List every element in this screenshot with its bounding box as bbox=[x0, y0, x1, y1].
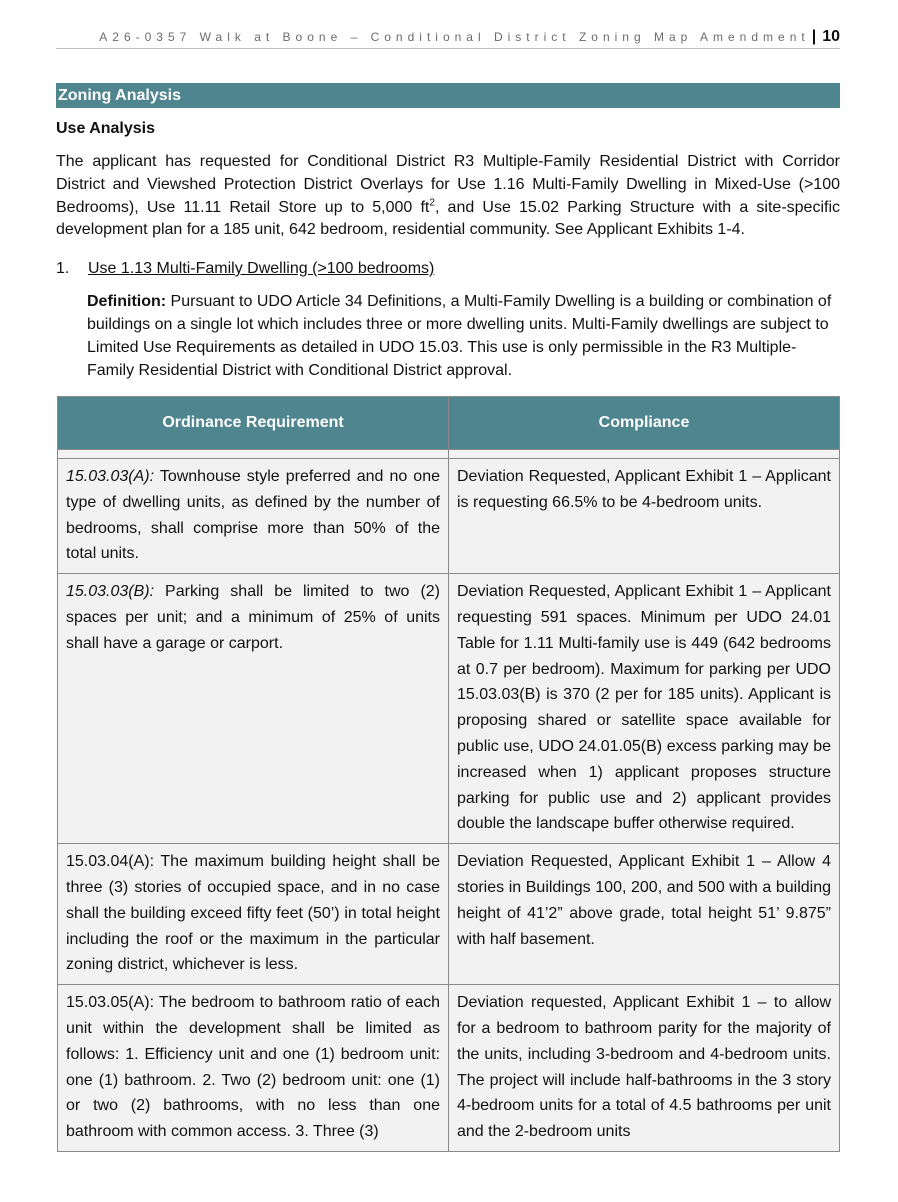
ordinance-ref: 15.03.03(B): bbox=[66, 583, 155, 601]
header-ordinance-requirement: Ordinance Requirement bbox=[58, 397, 449, 450]
compliance-cell: Deviation Requested, Applicant Exhibit 1 – Applicant requesting 591 spaces. Minimum per UDO 24.01 Table for 1.11 Multi-family use is 449 (642 bedrooms at 0.7 per bedroom). Maximum for parking per UDO 15.03.03(B) is 370 (2 per for 185 units). Applicant is proposing shared or satellite space available for public use, UDO 24.01.05(B) excess parking may be increased when 1) applicant proposes structure parking for public use and 2) applicant provides double the landscape buffer otherwise required. bbox=[449, 574, 840, 844]
definition-label: Definition: bbox=[87, 293, 167, 310]
spacer-cell bbox=[58, 450, 449, 459]
section-title: Zoning Analysis bbox=[58, 86, 181, 104]
requirement-cell bbox=[58, 574, 449, 844]
requirement-cell: 15.03.05(A): The bedroom to bathroom ratio of each unit within the development shall be limited as follows: 1. Efficiency unit and one (1) bedroom unit: one (1) bathroom. 2. Two (2) bedroom unit: one (1) or two (2) bathrooms, with no less than one bathroom with common access. 3. Three (3) bbox=[58, 985, 449, 1152]
definition-paragraph bbox=[87, 290, 832, 382]
compliance-cell: Deviation Requested, Applicant Exhibit 1 – Applicant is requesting 66.5% to be 4-bedroom units. bbox=[449, 459, 840, 574]
requirement-text: Parking shall be limited to two (2) spaces per unit; and a minimum of 25% of units shall have a garage or carport. bbox=[66, 583, 440, 652]
table-row bbox=[58, 844, 840, 985]
compliance-cell: Deviation requested, Applicant Exhibit 1 – to allow for a bedroom to bathroom parity for the majority of the units, including 3-bedroom and 4-bedroom units. The project will include half-bathrooms in the 3 story 4-bedroom units for a total of 4.5 bathrooms per unit and the 2-bedroom units bbox=[449, 985, 840, 1152]
table-row bbox=[58, 985, 840, 1152]
page-number: 10 bbox=[822, 28, 840, 45]
list-item bbox=[56, 260, 434, 278]
intro-text-part2: , and Use 15.02 Parking Structure with a site-specific development plan for a 185 unit, 642 bedroom, residential community. See Applicant Exhibits 1-4. bbox=[56, 198, 840, 239]
intro-text-part1: The applicant has requested for Conditional District R3 Multiple-Family Residential District with Corridor District and Viewshed Protection District Overlays for Use 1.16 Multi-Family Dwelling in Mixed-Use (>100 Bedrooms), Use 11.11 Retail Store up to 5,000 ft bbox=[56, 153, 840, 216]
table-row bbox=[58, 574, 840, 844]
ordinance-ref: 15.03.03(A): bbox=[66, 468, 155, 485]
list-number: 1. bbox=[56, 260, 70, 277]
intro-paragraph bbox=[56, 151, 840, 242]
page-header bbox=[56, 26, 840, 49]
table-row bbox=[58, 459, 840, 574]
spacer-cell bbox=[449, 450, 840, 459]
requirement-cell bbox=[58, 459, 449, 574]
header-divider: | bbox=[811, 28, 817, 45]
ordinance-table bbox=[57, 396, 840, 1152]
requirement-cell: 15.03.04(A): The maximum building height shall be three (3) stories of occupied space, and in no case shall the building exceed fifty feet (50’) in total height including the roof or the maximum in the particular zoning district, whichever is less. bbox=[58, 844, 449, 985]
header-title: A26-0357 Walk at Boone – Conditional District Zoning Map Amendment bbox=[99, 30, 810, 44]
compliance-cell: Deviation Requested, Applicant Exhibit 1 – Allow 4 stories in Buildings 100, 200, and 500 with a building height of 41’2” above grade, total height 51’ 9.875” with half basement. bbox=[449, 844, 840, 985]
table-header-row bbox=[58, 397, 840, 450]
intro-superscript: 2 bbox=[429, 197, 435, 209]
subheading: Use Analysis bbox=[56, 120, 156, 137]
requirement-text: Townhouse style preferred and no one type of dwelling units, as defined by the number of bedrooms, shall comprise more than 50% of the total units. bbox=[66, 468, 440, 563]
section-bar bbox=[56, 83, 840, 108]
header-compliance: Compliance bbox=[449, 397, 840, 450]
table-spacer-row bbox=[58, 450, 840, 459]
definition-text: Pursuant to UDO Article 34 Definitions, a Multi-Family Dwelling is a building or combination of buildings on a single lot which includes three or more dwelling units. Multi-Family dwellings are subject to Limited Use Requirements as detailed in UDO 15.03. This use is only permissible in the R3 Multiple-Family Residential District with Conditional District approval. bbox=[87, 293, 832, 379]
list-title: Use 1.13 Multi-Family Dwelling (>100 bedrooms) bbox=[88, 260, 435, 277]
